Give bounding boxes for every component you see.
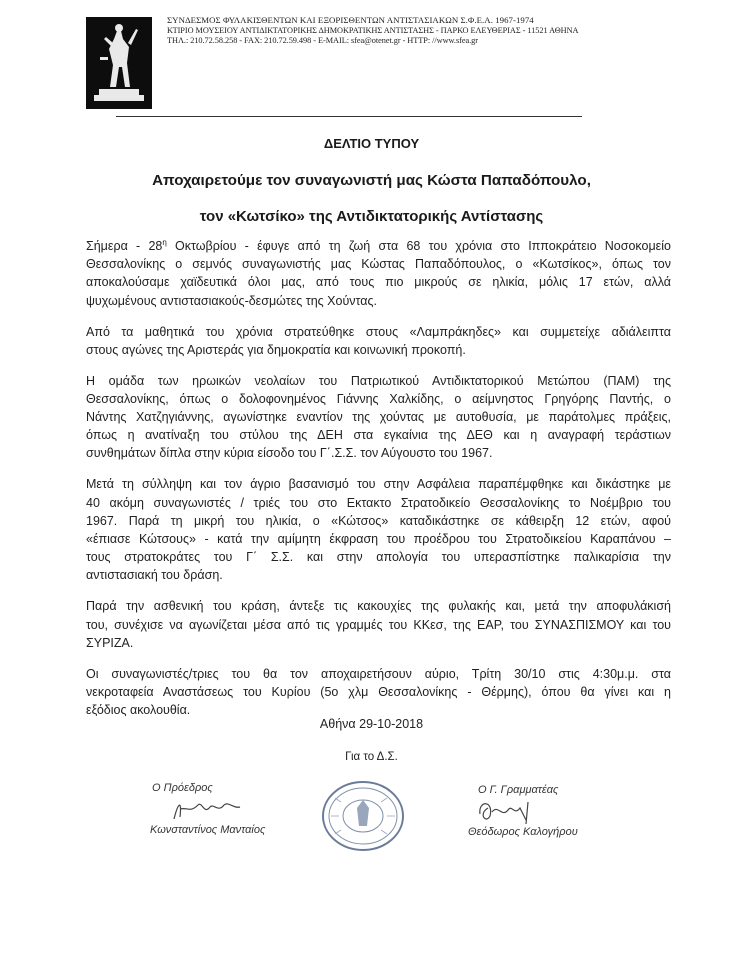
paragraph-line: νεκροταφεία Αναστάσεως του Κυρίου (5ο χλμ Θεσσαλονίκης - Θέρμης), όπου θα γίνει και η (86, 684, 671, 699)
president-signature-scribble (168, 795, 248, 825)
press-release-heading: ΔΕΛΤΙΟ ΤΥΠΟΥ (323, 136, 420, 151)
statue-logo-image (86, 17, 152, 109)
paragraph-line: Μετά τη σύλληψη και τον άγριο βασανισμό του στην Ασφάλεια παραπέμφθηκε και δικάστηκε με (86, 477, 671, 492)
paragraph-line: Παρά την ασθενική του κράση, άντεξε τις κακουχίες της φυλακής και, μετά την αποφυλάκισή (86, 599, 671, 614)
secretary-signature-scribble (474, 796, 554, 826)
letterhead-org-name: ΣΥΝΔΕΣΜΟΣ ΦΥΛΑΚΙΣΘΕΝΤΩΝ ΚΑΙ ΕΞΟΡΙΣΘΕΝΤΩΝ ΑΝΤΙΣΤΑΣΙΑΚΩΝ Σ.Φ.Ε.Α. 1967-1974 (167, 15, 534, 25)
paragraph-line: ΣΥΡΙΖΑ. (86, 635, 134, 650)
paragraph-line: ψυχωμένους αντιστασιακούς-δεσμώτες της Χούντας. (86, 293, 378, 308)
paragraph (86, 475, 671, 584)
paragraph-line: αντιστασιακή του δράση. (86, 568, 223, 583)
paragraph-line: στους αγώνες της Αριστεράς για δημοκρατία και κοινωνική προκοπή. (86, 342, 466, 357)
paragraph-line: «έπιασε Κώτσους» - κατά την αμίμητη έκφραση του προέδρου του Στρατοδικείου Καραπάνου – (86, 532, 671, 547)
paragraph-line: εξόδιος ακολουθία. (86, 703, 191, 718)
paragraph-line: Από τα μαθητικά του χρόνια στρατεύθηκε στους «Λαμπράκηδες» και συμμετείχε αδιάλειπτα (86, 324, 671, 339)
letterhead-address: ΚΤΙΡΙΟ ΜΟΥΣΕΙΟΥ ΑΝΤΙΔΙΚΤΑΤΟΡΙΚΗΣ ΔΗΜΟΚΡΑΤΙΚΗΣ ΑΝΤΙΣΤΑΣΗΣ - ΠΑΡΚΟ ΕΛΕΥΘΕΡΙΑΣ - 11521 ΑΘΗΝΑ (167, 25, 579, 35)
organization-logo (86, 17, 152, 109)
paragraph (86, 665, 671, 720)
secretary-name: Θεόδωρος Καλογήρου (468, 826, 578, 838)
paragraph-text: Οκτωβρίου - έφυγε από τη ζωή στα 68 του χρόνια στο Ιπποκράτειο Νοσοκομείο (166, 239, 671, 253)
paragraph-line (86, 237, 671, 255)
paragraph (86, 372, 671, 463)
on-behalf-of-board: Για το Δ.Σ. (345, 751, 398, 763)
paragraph-line: Θεσσαλονίκης, όπως ο δολοφονημένος Γιάννης Χαλκίδης, ο αείμνηστος Γρηγόρης Παντής, ο (86, 391, 671, 406)
president-title: Ο Πρόεδρος (152, 782, 213, 794)
paragraph-line: συνθημάτων δίπλα στην κύρια είσοδο του Γ΄.Σ.Σ. τον Αύγουστο του 1967. (86, 446, 493, 461)
paragraph-line: 1967. Παρά τη μικρή του ηλικία, ο «Κώτσος» καταδικάστηκε σε κάθειρξη 12 ετών, αφού (86, 513, 671, 528)
president-name: Κωνσταντίνος Μανταίος (150, 824, 266, 836)
paragraph-line: τους στρατοκράτες του Γ΄ Σ.Σ. και στην απολογία του υπερασπίστηκε παλικαρίσια την (86, 550, 671, 565)
paragraph (86, 323, 671, 359)
paragraph-line: όπως η ανατίναξη του στύλου της ΔΕΗ στα εγκαίνια της ΔΕΘ και η αναγραφή τεράστιων (86, 428, 671, 443)
press-release-body (86, 237, 671, 732)
headline-line-2: τον «Κωτσίκο» της Αντιδικτατορικής Αντίστασης (199, 208, 544, 225)
official-seal-stamp (317, 778, 409, 854)
header-divider (116, 116, 582, 117)
ordinal-superscript: η (162, 238, 167, 247)
paragraph-line: Θεσσαλονίκης ο σεμνός συναγωνιστής μας Κώστας Παπαδόπουλος, ο «Κωτσίκος», όπως τον (86, 257, 671, 272)
headline-line-1: Αποχαιρετούμε τον συναγωνιστή μας Κώστα Παπαδόπουλο, (152, 172, 591, 189)
letterhead-contact: ΤΗΛ.: 210.72.58.258 - FAX: 210.72.59.498 - E-MAIL: sfea@otenet.gr - HTTP: //www.sfea.gr (167, 36, 478, 46)
paragraph (86, 597, 671, 652)
paragraph-line: Οι συναγωνιστές/τριες του θα τον αποχαιρετήσουν αύριο, Τρίτη 30/10 στις 4:30μ.μ. στα (86, 666, 671, 681)
letterhead (167, 15, 707, 47)
document-date: Αθήνα 29-10-2018 (319, 717, 424, 731)
secretary-title: Ο Γ. Γραμματέας (478, 784, 559, 796)
paragraph (86, 237, 671, 310)
date-text: Σήμερα - 28 (86, 239, 163, 253)
paragraph-line: αποκαλούσαμε χαϊδευτικά όλοι μας, από τους πιο μικρούς σε ηλικία, μόλις 17 ετών, αλλά (86, 275, 671, 290)
paragraph-line: του, συνέχισε να αγωνίζεται μέσα από τις γραμμές του ΚΚεσ, της ΕΑΡ, του ΣΥΝΑΣΠΙΣΜΟΥ και του (86, 617, 671, 632)
paragraph-line: Νάντης Χατζηγιάννης, αγωνίστηκε εναντίον της χούντας με αυτοθυσία, με παράτολμες πράξεις, (86, 410, 671, 425)
paragraph-line: 40 ακόμη συναγωνιστές / τριές του στο Εκτακτο Στρατοδικείο Θεσσαλονίκης το Νοέμβριο του (86, 495, 671, 510)
paragraph-line: Η ομάδα των ηρωικών νεολαίων του Πατριωτικού Αντιδικτατορικού Μετώπου (ΠΑΜ) της (86, 373, 671, 388)
